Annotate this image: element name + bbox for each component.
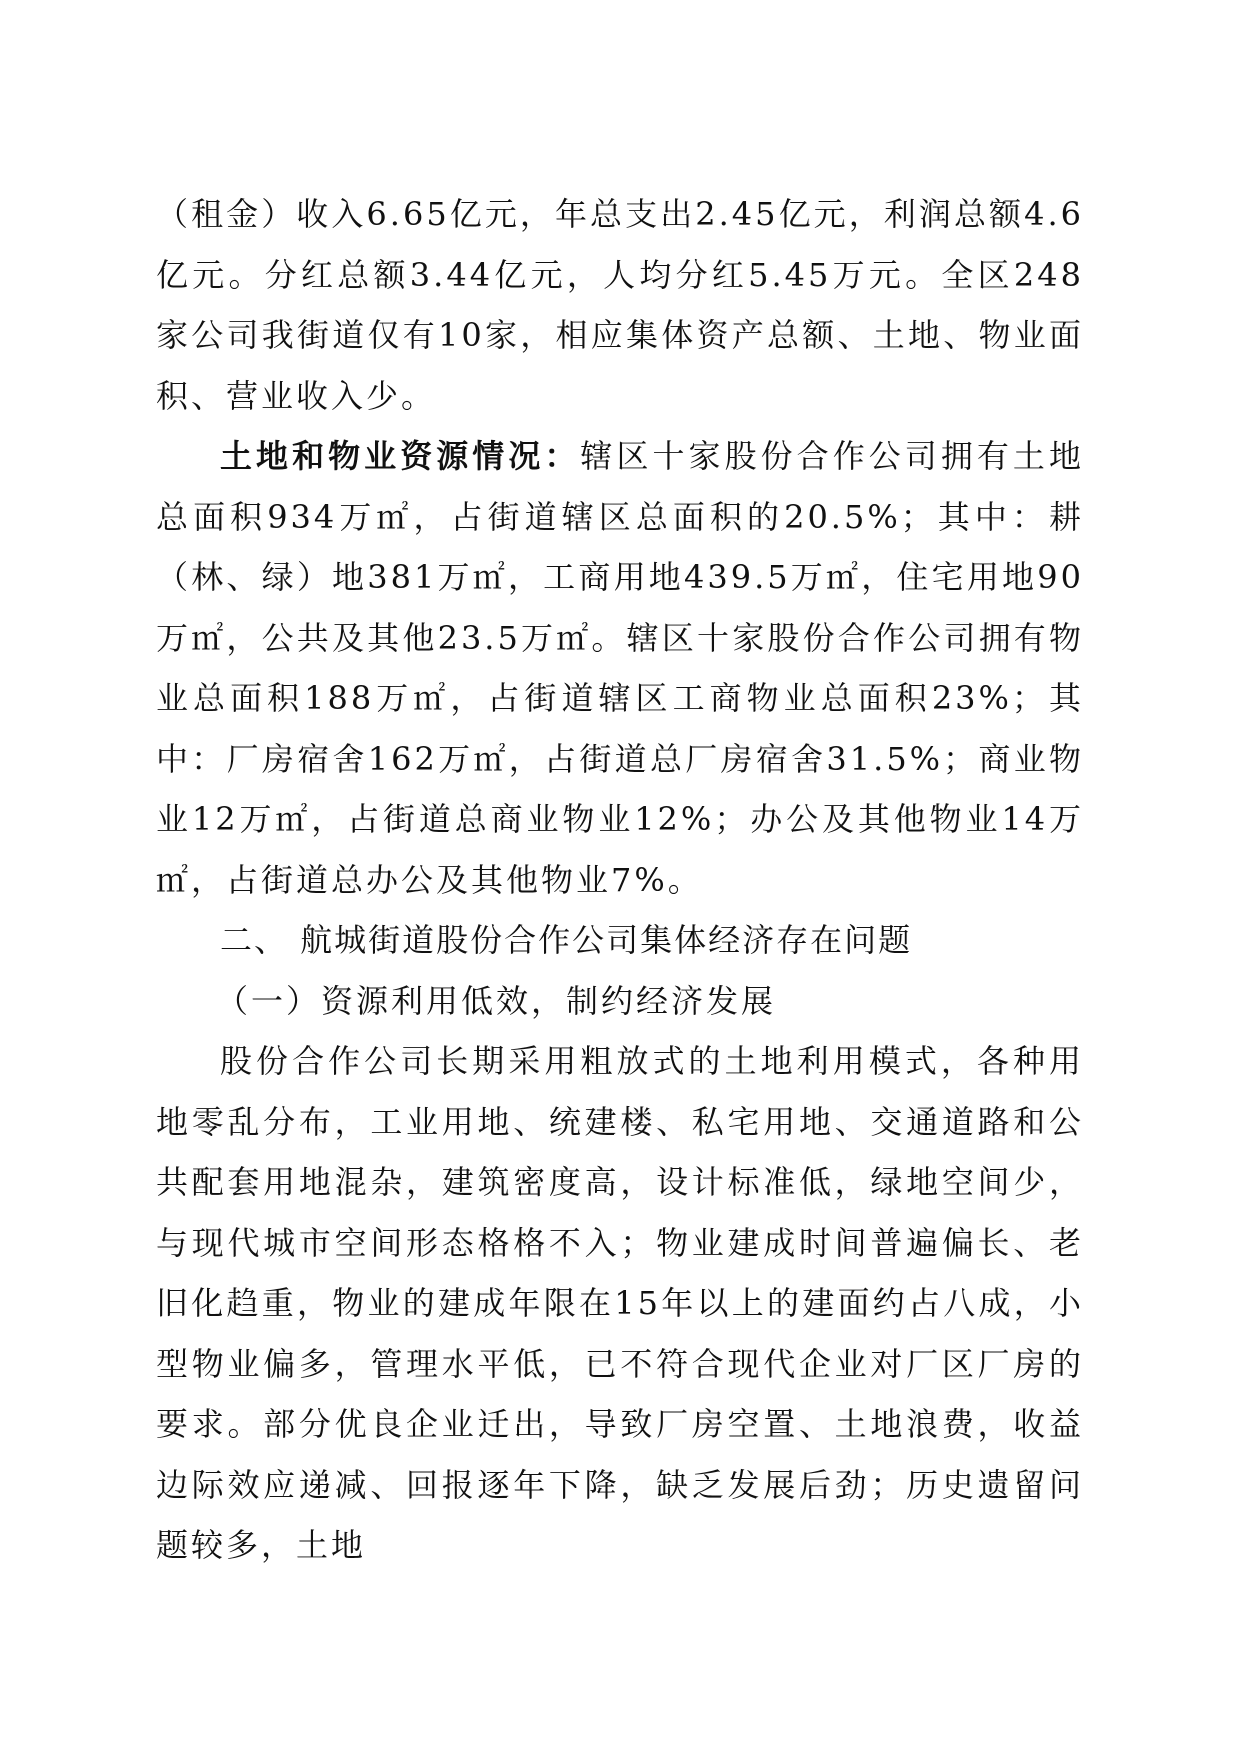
- paragraph-land-property-body: 辖区十家股份合作公司拥有土地总面积934万㎡，占街道辖区总面积的20.5%；其中：耕（林、绿）地381万㎡，工商用地439.5万㎡，住宅用地90万㎡，公共及其他23.5万㎡。辖区十家股份合作公司拥有物业总面积188万㎡，占街道辖区工商物业总面积23%；其中：厂房宿舍162万㎡，占街道总厂房宿舍31.5%；商业物业12万㎡，占街道总商业物业12%；办公及其他物业14万㎡，占街道总办公及其他物业7%。: [156, 437, 1084, 899]
- paragraph-land-property: [156, 426, 1084, 910]
- document-body: [156, 184, 1084, 1576]
- subsection-heading: （一）资源利用低效，制约经济发展: [216, 981, 777, 1020]
- paragraph-resource-utilization: 股份合作公司长期采用粗放式的土地利用模式，各种用地零乱分布，工业用地、统建楼、私宅用地、交通道路和公共配套用地混杂，建筑密度高，设计标准低，绿地空间少，与现代城市空间形态格格不入；物业建成时间普遍偏长、老旧化趋重，物业的建成年限在15年以上的建面约占八成，小型物业偏多，管理水平低，已不符合现代企业对厂区厂房的要求。部分优良企业迁出，导致厂房空置、土地浪费，收益边际效应递减、回报逐年下降，缺乏发展后劲；历史遗留问题较多，土地: [156, 1042, 1084, 1564]
- section-heading: 二、 航城街道股份合作公司集体经济存在问题: [220, 921, 913, 959]
- paragraph-lead-label: 土地和物业资源情况：: [220, 437, 581, 475]
- paragraph-income-summary: （租金）收入6.65亿元，年总支出2.45亿元，利润总额4.6亿元。分红总额3.44亿元，人均分红5.45万元。全区248家公司我街道仅有10家，相应集体资产总额、土地、物业面积、营业收入少。: [156, 195, 1084, 415]
